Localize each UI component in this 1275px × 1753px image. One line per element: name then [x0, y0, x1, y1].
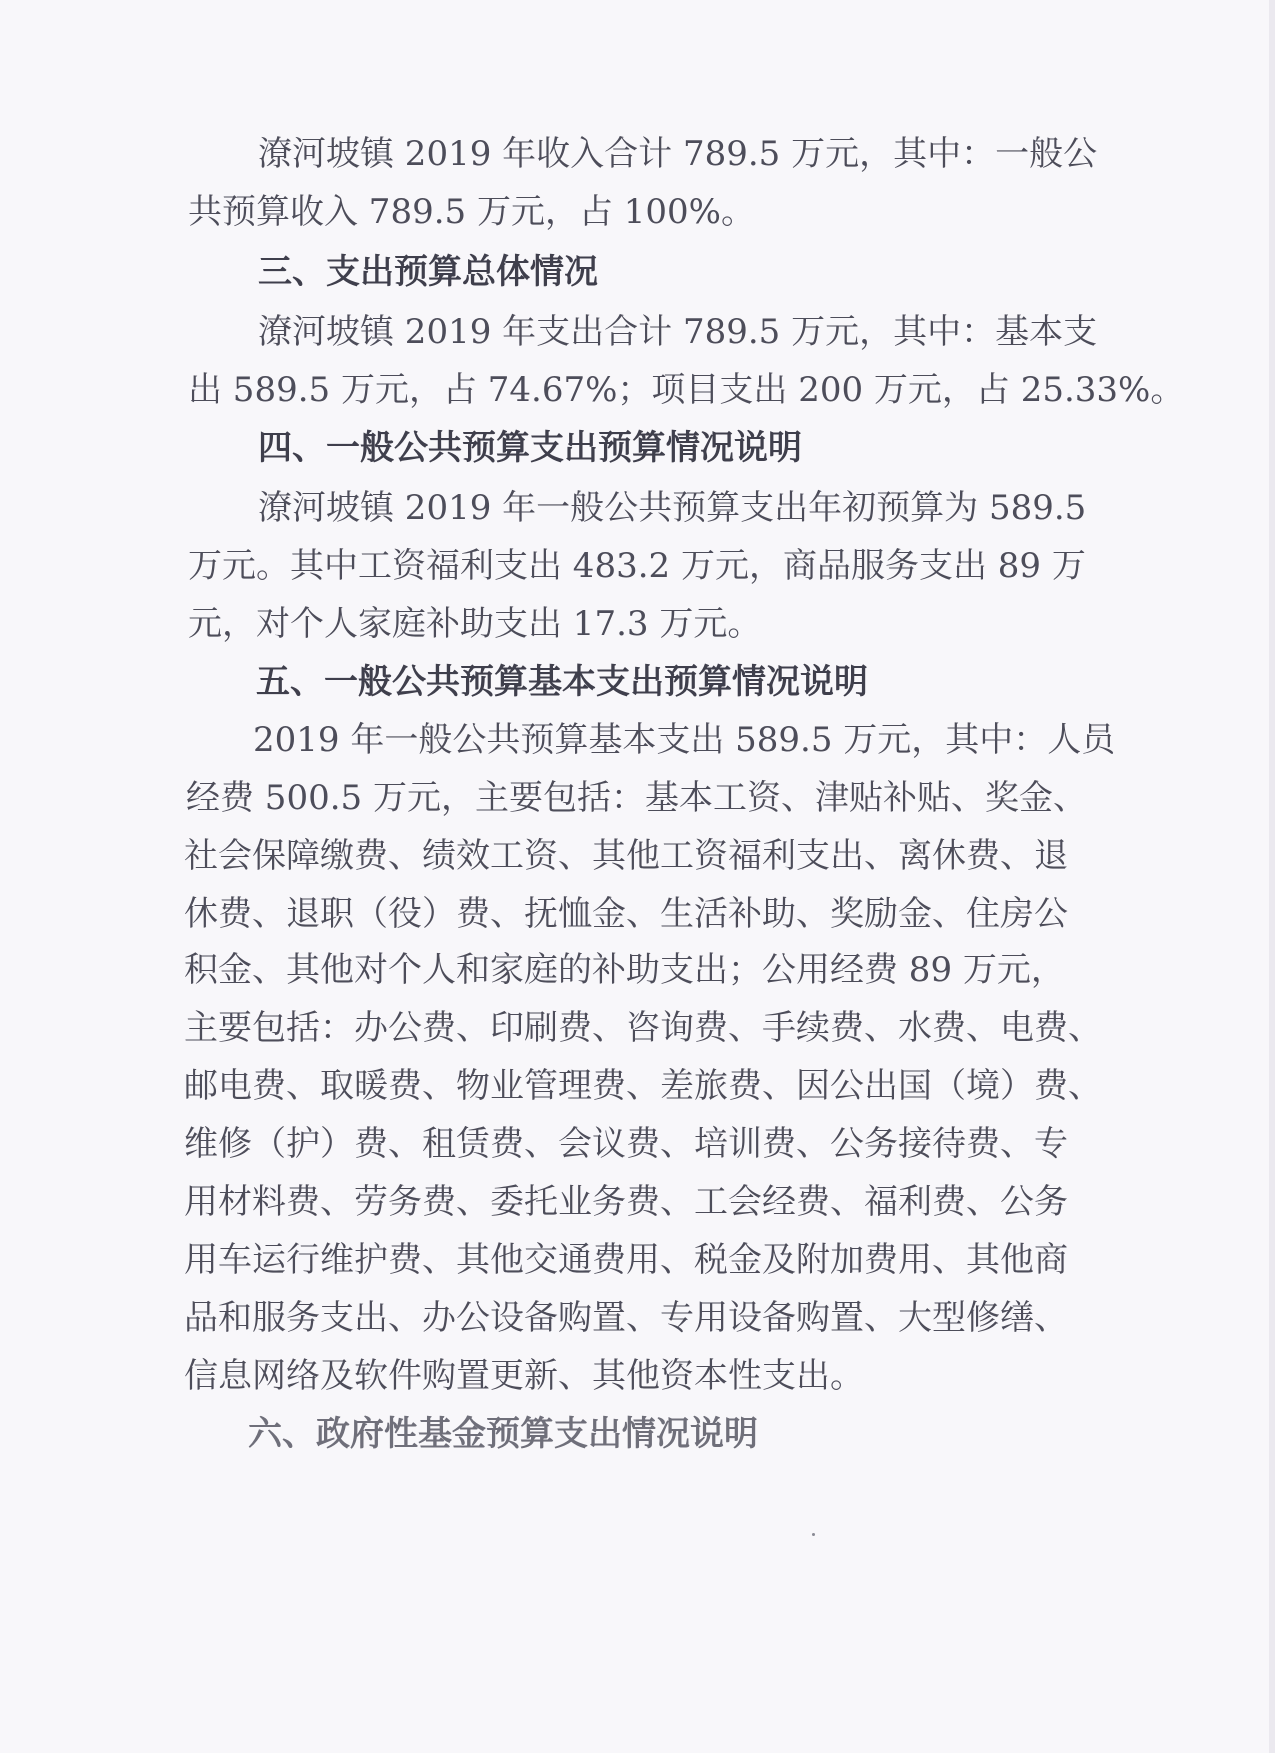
section-heading: 五、一般公共预算基本支出预算情况说明 [256, 662, 868, 702]
paragraph-line: 潦河坡镇 2019 年一般公共预算支出年初预算为 589.5 [258, 488, 1087, 528]
paragraph-line: 用材料费、劳务费、委托业务费、工会经费、福利费、公务 [184, 1182, 1068, 1222]
paragraph-line: 潦河坡镇 2019 年支出合计 789.5 万元，其中：基本支 [258, 312, 1098, 352]
section-heading: 六、政府性基金预算支出情况说明 [248, 1414, 758, 1454]
scan-speck [812, 1533, 815, 1536]
paragraph-line: 经费 500.5 万元，主要包括：基本工资、津贴补贴、奖金、 [186, 778, 1087, 818]
paragraph-line: 积金、其他对个人和家庭的补助支出；公用经费 89 万元， [184, 950, 1065, 990]
paragraph-line: 潦河坡镇 2019 年收入合计 789.5 万元，其中：一般公 [258, 134, 1098, 174]
paragraph-line: 万元。其中工资福利支出 483.2 万元，商品服务支出 89 万 [188, 546, 1086, 586]
paragraph-line: 2019 年一般公共预算基本支出 589.5 万元，其中：人员 [253, 720, 1116, 760]
paragraph-line: 邮电费、取暖费、物业管理费、差旅费、因公出国（境）费、 [184, 1066, 1102, 1106]
section-heading: 四、一般公共预算支出预算情况说明 [258, 428, 802, 468]
paragraph-line: 社会保障缴费、绩效工资、其他工资福利支出、离休费、退 [184, 836, 1068, 876]
paragraph-line: 用车运行维护费、其他交通费用、税金及附加费用、其他商 [184, 1240, 1068, 1280]
paragraph-line: 出 589.5 万元，占 74.67%；项目支出 200 万元，占 25.33%。 [188, 370, 1185, 410]
paragraph-line: 元，对个人家庭补助支出 17.3 万元。 [188, 604, 762, 644]
paragraph-line: 共预算收入 789.5 万元，占 100%。 [188, 192, 755, 232]
paragraph-line: 维修（护）费、租赁费、会议费、培训费、公务接待费、专 [184, 1124, 1068, 1164]
paragraph-line: 品和服务支出、办公设备购置、专用设备购置、大型修缮、 [184, 1298, 1068, 1338]
paragraph-line: 休费、退职（役）费、抚恤金、生活补助、奖励金、住房公 [184, 894, 1068, 934]
paragraph-line: 主要包括：办公费、印刷费、咨询费、手续费、水费、电费、 [184, 1008, 1102, 1048]
paragraph-line: 信息网络及软件购置更新、其他资本性支出。 [184, 1356, 864, 1396]
section-heading: 三、支出预算总体情况 [258, 252, 598, 292]
